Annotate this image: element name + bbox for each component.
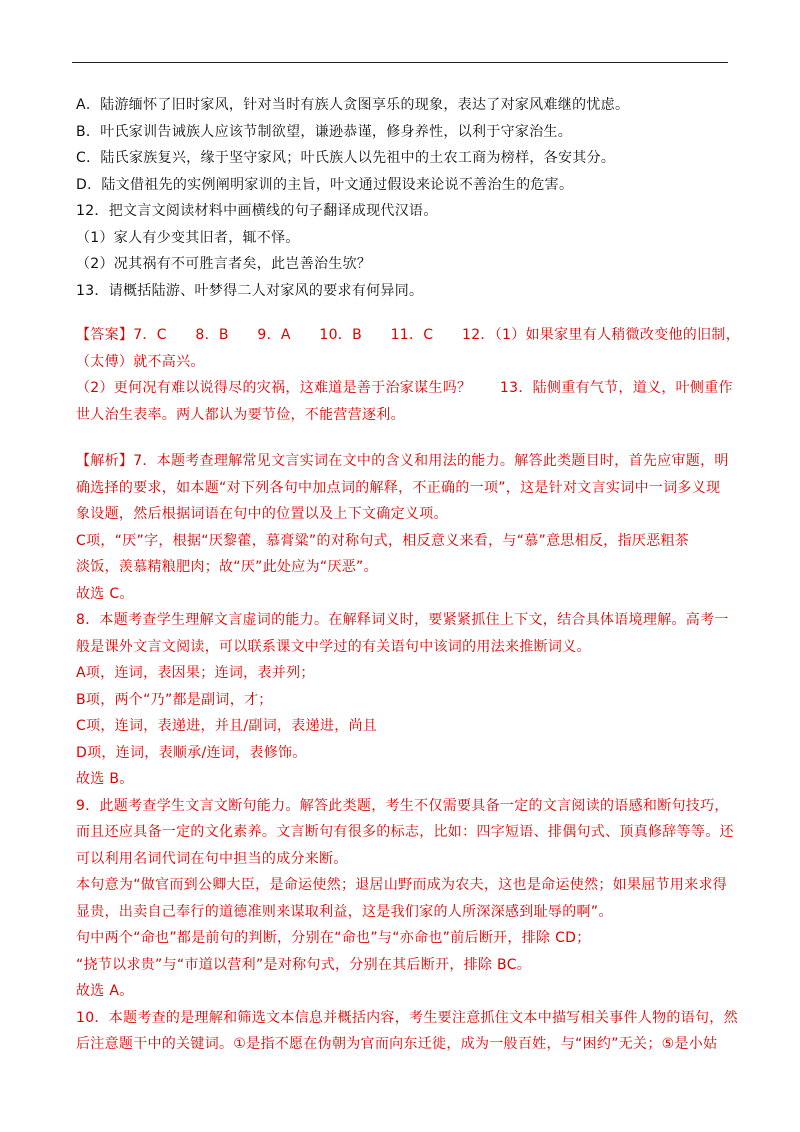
document-body [76, 92, 741, 1058]
analysis-line: C项，连词，表递进，并且/副词，表递进，尚且 [76, 718, 378, 734]
question-13: 13．请概括陆游、叶梦得二人对家风的要求有何异同。 [76, 282, 424, 299]
analysis-line: 可以利用名词代词在句中担当的成分来断。 [76, 850, 348, 867]
answer-line: 世人治生表率。两人都认为要节俭，不能营营逐利。 [76, 406, 405, 423]
question-12 [76, 198, 724, 278]
question-12-item-2: （2）况其祸有不可胜言者矣，此岂善治生欤？ [76, 256, 372, 272]
answer-line: 【答案】7．C 8．B 9．A 10．B 11．C 12．（1）如果家里有人稍微改变他的旧制， [76, 327, 741, 343]
options-block [76, 92, 724, 198]
analysis-line: 后注意题干中的关键词。①是指不愿在伪朝为官而向东迁徙，成为一般百姓，与“困约”无关；⑤是小姑 [76, 1036, 718, 1052]
analysis-line: 显贵，出卖自己奉行的道德准则来谋取利益，这是我们家的人所深深感到耻辱的啊”。 [76, 903, 613, 920]
analysis-line: 故选 A。 [76, 983, 134, 999]
header-rule [72, 62, 728, 63]
analysis-line: 9．此题考查学生文言文断句能力。解答此类题，考生不仅需要具备一定的文言阅读的语感和断句技巧， [76, 797, 729, 814]
analysis-line: 故选 B。 [76, 771, 134, 787]
analysis-line: 句中两个“命也”都是前句的判断，分别在“命也”与“亦命也”前后断开，排除 CD； [76, 930, 591, 946]
analysis-line: D项，连词，表顺承/连词，表修饰。 [76, 744, 307, 761]
analysis-line: B项，两个“乃”都是副词，才； [76, 691, 273, 708]
analysis-line: 而且还应具备一定的文化素养。文言断句有很多的标志，比如：四字短语、排偶句式、顶真修辞等等。还 [76, 824, 734, 840]
analysis-line: C项，“厌”字，根据“厌黎藿，慕膏粱”的对称句式，相反意义来看，与“慕”意思相反，指厌恶粗茶 [76, 532, 690, 549]
analysis-line: 8．本题考查学生理解文言虚词的能力。在解释词义时，要紧紧抓住上下文，结合具体语境理解。高考一 [76, 612, 729, 628]
analysis-line: 【解析】7．本题考查理解常见文言实词在文中的含义和用法的能力。解答此类题目时，首先应审题，明 [76, 453, 729, 469]
analysis-line: 般是课外文言文阅读，可以联系课文中学过的有关语句中该词的用法来推断词义。 [76, 638, 591, 655]
analysis-line: 确选择的要求，如本题“对下列各句中加点词的解释，不正确的一项”，这是针对文言实词中一词多义现 [76, 479, 721, 496]
option-c: C．陆氏家族复兴，缘于坚守家风；叶氏族人以先祖中的土农工商为榜样，各安其分。 [76, 150, 616, 166]
analysis-block [76, 448, 738, 1058]
question-12-stem: 12．把文言文阅读材料中画横线的句子翻译成现代汉语。 [76, 203, 438, 219]
analysis-line: 象设题，然后根据词语在句中的位置以及上下文确定义项。 [76, 506, 448, 522]
analysis-line: 10．本题考查的是理解和筛选文本信息并概括内容，考生要注意抓住文本中描写相关事件人物的语句，然 [76, 1009, 738, 1026]
answer-block [76, 322, 741, 428]
option-b: B．叶氏家训告诫族人应该节制欲望，谦逊恭谨，修身养性，以利于守家治生。 [76, 123, 573, 140]
question-12-item-1: （1）家人有少变其旧者，辄不怿。 [76, 229, 300, 246]
option-a: A．陆游缅怀了旧时家风，针对当时有族人贪图享乐的现象，表达了对家风难继的忧虑。 [76, 97, 630, 113]
option-d: D．陆文借祖先的实例阐明家训的主旨，叶文通过假设来论说不善治生的危害。 [76, 176, 574, 193]
analysis-line: 故选 C。 [76, 585, 134, 602]
answer-line: （2）更何况有难以说得尽的灾祸，这难道是善于治家谋生吗？ 13．陆侧重有气节，道义，叶侧重作 [76, 380, 733, 396]
analysis-line: 本句意为“做官而到公卿大臣，是命运使然；退居山野而成为农夫，这也是命运使然；如果屈节用来求得 [76, 877, 728, 893]
answer-line: （太傅）就不高兴。 [76, 353, 205, 370]
analysis-line: “挠节以求贵”与“市道以营利”是对称句式，分别在其后断开，排除 BC。 [76, 956, 532, 973]
analysis-line: 淡饭，羡慕精粮肥肉；故“厌”此处应为“厌恶”。 [76, 559, 378, 575]
analysis-line: A项，连词，表因果；连词，表并列； [76, 665, 315, 681]
